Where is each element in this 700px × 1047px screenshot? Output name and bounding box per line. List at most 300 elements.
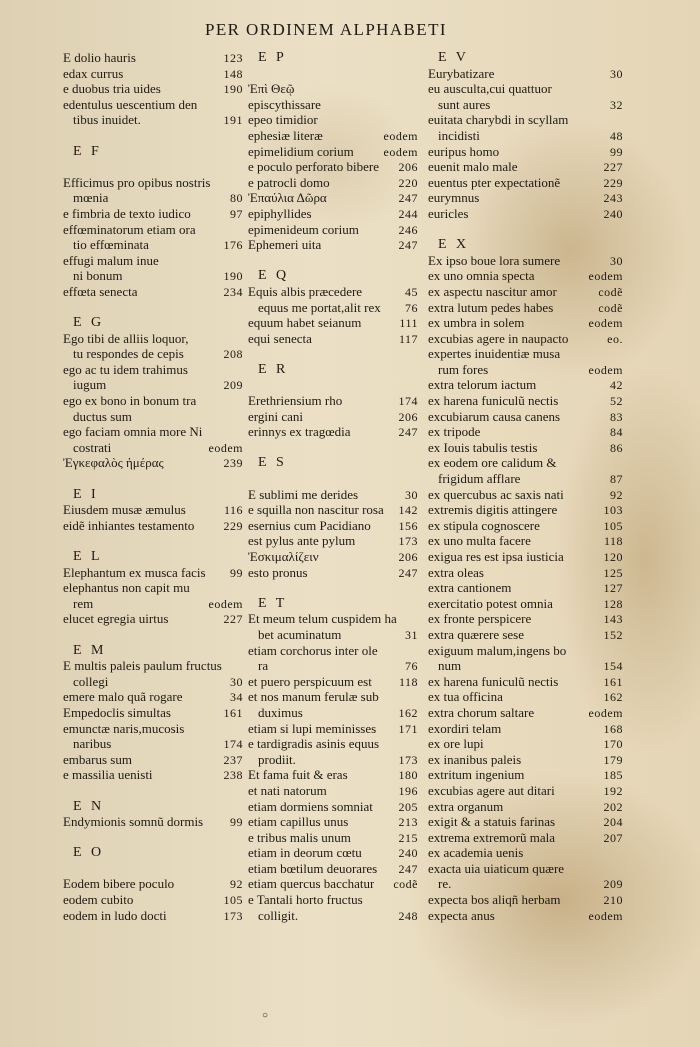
- entry-page-number: 234: [223, 284, 243, 299]
- index-entry: [428, 222, 623, 238]
- index-entry: [248, 300, 418, 316]
- section-heading: [248, 50, 418, 66]
- entry-text: E R: [258, 361, 289, 377]
- entry-text: frigidum afflare: [438, 471, 521, 487]
- entry-text: ex eodem ore calidum &: [428, 455, 557, 471]
- index-entry: [63, 377, 243, 393]
- entry-text: embarus sum: [63, 751, 132, 767]
- index-entry: [63, 362, 243, 378]
- index-entry: [248, 721, 418, 737]
- index-entry: [63, 206, 243, 222]
- index-entry: [63, 752, 243, 768]
- index-entry: [63, 596, 243, 612]
- entry-text: E I: [73, 486, 99, 502]
- entry-page-number: 142: [398, 503, 418, 518]
- entry-text: ex fronte perspicere: [428, 611, 532, 627]
- entry-text: extra lutum pedes habes: [428, 299, 554, 315]
- entry-text: ex uno multa facere: [428, 533, 531, 549]
- index-entry: [428, 830, 623, 846]
- entry-text: E G: [73, 315, 105, 331]
- index-entry: [248, 565, 418, 581]
- index-entry: [428, 908, 623, 924]
- index-entry: [248, 97, 418, 113]
- index-entry: [248, 128, 418, 144]
- entry-text: Ego tibi de alliis loquor,: [63, 330, 189, 346]
- entry-text: extritum ingenium: [428, 767, 525, 783]
- entry-page-number: 229: [603, 175, 623, 190]
- entry-page-number: 83: [610, 409, 623, 424]
- entry-page-number: 105: [223, 893, 243, 908]
- entry-text: Endymionis somnũ dormis: [63, 814, 204, 830]
- entry-text: ex ore lupi: [428, 736, 484, 752]
- entry-text: exordiri telam: [428, 720, 502, 736]
- index-entry: [428, 66, 623, 82]
- entry-page-number: 173: [398, 752, 418, 767]
- entry-text: rum fores: [438, 361, 489, 377]
- entry-text: tu respondes de cepis: [73, 346, 184, 362]
- index-entry: [63, 346, 243, 362]
- entry-text: equum habet seianum: [248, 315, 362, 331]
- entry-page-number: 162: [398, 705, 418, 720]
- entry-page-number: 239: [223, 456, 243, 471]
- index-entry: [63, 814, 243, 830]
- entry-text: ex harena funiculũ nectis: [428, 673, 559, 689]
- index-entry: [428, 300, 623, 316]
- index-entry: [63, 533, 243, 549]
- index-entry: [428, 533, 623, 549]
- entry-text: tio effœminata: [73, 237, 149, 253]
- entry-page-number: 208: [223, 347, 243, 362]
- index-entry: [248, 190, 418, 206]
- section-heading: [63, 315, 243, 331]
- entry-text: eidẽ inhiantes testamento: [63, 517, 195, 533]
- index-entry: [63, 175, 243, 191]
- entry-text: E dolio hauris: [63, 50, 136, 65]
- entry-text: ego ac tu idem trahimus: [63, 361, 188, 377]
- entry-text: E N: [73, 798, 105, 814]
- index-entry: [428, 128, 623, 144]
- index-entry: [63, 222, 243, 238]
- index-entry: [63, 128, 243, 144]
- entry-text: elucet egregia uirtus: [63, 611, 169, 627]
- entry-text: Ἐσκιμαλίζειν: [248, 549, 319, 564]
- entry-text: esto pronus: [248, 564, 308, 580]
- col-left: [63, 50, 243, 923]
- entry-page-number: 156: [398, 518, 418, 533]
- entry-page-number: 111: [399, 316, 418, 331]
- entry-page-number: 116: [223, 503, 243, 518]
- index-entry: [428, 159, 623, 175]
- index-entry: [428, 689, 623, 705]
- index-entry: [63, 440, 243, 456]
- index-entry: [248, 315, 418, 331]
- index-entry: [428, 674, 623, 690]
- index-entry: [63, 689, 243, 705]
- entry-text: sunt aures: [438, 96, 491, 112]
- entry-text: ductus sum: [73, 408, 132, 424]
- entry-page-number: 240: [603, 206, 623, 221]
- entry-page-number: 117: [398, 331, 418, 346]
- index-entry: [248, 377, 418, 393]
- entry-page-number: 92: [230, 877, 243, 892]
- index-entry: [248, 487, 418, 503]
- entry-page-number: 118: [603, 534, 623, 549]
- index-entry: [248, 393, 418, 409]
- index-entry: [63, 502, 243, 518]
- entry-page-number: 204: [603, 815, 623, 830]
- entry-page-number: 30: [230, 674, 243, 689]
- index-entry: [248, 830, 418, 846]
- index-entry: [428, 144, 623, 160]
- entry-text: colligit.: [258, 907, 299, 923]
- entry-text: ex Iouis tabulis testis: [428, 439, 538, 455]
- entry-text: E P: [258, 50, 287, 65]
- index-entry: [63, 424, 243, 440]
- entry-page-number: 185: [603, 768, 623, 783]
- entry-page-number: 196: [398, 783, 418, 798]
- entry-text: ex harena funiculũ nectis: [428, 393, 559, 409]
- index-entry: [428, 253, 623, 269]
- index-entry: [63, 159, 243, 175]
- entry-page-number: 237: [223, 752, 243, 767]
- entry-page-number: 80: [230, 191, 243, 206]
- entry-page-number: 247: [398, 425, 418, 440]
- index-entry: [63, 627, 243, 643]
- index-entry: [63, 611, 243, 627]
- entry-page-number: 87: [610, 472, 623, 487]
- entry-page-number: 247: [398, 565, 418, 580]
- entry-text: Erethriensium rho: [248, 393, 343, 409]
- index-entry: [248, 112, 418, 128]
- index-entry: [428, 814, 623, 830]
- index-entry: [248, 658, 418, 674]
- entry-page-number: 248: [398, 908, 418, 923]
- index-entry: [248, 580, 418, 596]
- entry-page-number: eodem: [208, 596, 243, 611]
- index-entry: [248, 845, 418, 861]
- entry-page-number: codẽ: [598, 284, 623, 299]
- entry-page-number: 179: [603, 752, 623, 767]
- entry-text: Eodem bibere poculo: [63, 876, 175, 892]
- entry-text: euenit malo male: [428, 159, 518, 175]
- index-entry: [248, 81, 418, 97]
- index-entry: [428, 331, 623, 347]
- index-entry: [248, 767, 418, 783]
- index-entry: [248, 549, 418, 565]
- entry-page-number: 173: [398, 534, 418, 549]
- entry-text: Et meum telum cuspidem ha: [248, 611, 397, 627]
- index-entry: [63, 300, 243, 316]
- index-entry: [63, 830, 243, 846]
- entry-page-number: 48: [610, 128, 623, 143]
- index-entry: [428, 549, 623, 565]
- entry-page-number: eodem: [588, 269, 623, 284]
- index-entry: [248, 533, 418, 549]
- entry-text: ex umbra in solem: [428, 315, 525, 331]
- entry-text: ergini cani: [248, 408, 303, 424]
- index-entry: [63, 892, 243, 908]
- index-entry: [428, 783, 623, 799]
- entry-page-number: 34: [230, 690, 243, 705]
- entry-page-number: 171: [398, 721, 418, 736]
- index-entry: [248, 175, 418, 191]
- index-entry: [428, 81, 623, 97]
- entry-text: et nati natorum: [248, 782, 327, 798]
- entry-text: tibus inuidet.: [73, 112, 141, 128]
- entry-text: e fimbria de texto iudico: [63, 205, 191, 221]
- entry-text: etiam capillus unus: [248, 814, 349, 830]
- entry-text: ego ex bono in bonum tra: [63, 393, 197, 409]
- entry-page-number: 127: [603, 581, 623, 596]
- index-entry: [428, 112, 623, 128]
- section-heading: [63, 549, 243, 565]
- index-entry: [63, 565, 243, 581]
- index-entry: [248, 689, 418, 705]
- index-entry: [63, 97, 243, 113]
- index-entry: [248, 876, 418, 892]
- entry-text: Ἐγκεφαλὸς ἡμέρας: [63, 455, 164, 471]
- entry-text: expecta anus: [428, 907, 495, 923]
- entry-text: e squilla non nascitur rosa: [248, 502, 384, 518]
- index-entry: [248, 222, 418, 238]
- index-entry: [248, 518, 418, 534]
- entry-text: episcythissare: [248, 96, 321, 112]
- entry-page-number: 30: [610, 66, 623, 81]
- index-entry: [428, 736, 623, 752]
- entry-text: E S: [258, 455, 287, 471]
- entry-text: exiguum malum,ingens bo: [428, 642, 567, 658]
- index-entry: [63, 876, 243, 892]
- section-heading: [248, 268, 418, 284]
- entry-text: etiam dormiens somniat: [248, 798, 373, 814]
- entry-page-number: 84: [610, 425, 623, 440]
- entry-page-number: 123: [223, 51, 243, 65]
- entry-text: effœta senecta: [63, 283, 138, 299]
- entry-page-number: 162: [603, 690, 623, 705]
- entry-page-number: 125: [603, 565, 623, 580]
- entry-text: ex tua officina: [428, 689, 503, 705]
- entry-page-number: 99: [230, 565, 243, 580]
- entry-text: Eiusdem musæ æmulus: [63, 502, 186, 518]
- entry-text: exigua res est ipsa iusticia: [428, 549, 564, 564]
- entry-text: exercitatio potest omnia: [428, 595, 553, 611]
- entry-page-number: 97: [230, 206, 243, 221]
- entry-text: ex uno omnia specta: [428, 268, 535, 284]
- index-entry: [428, 611, 623, 627]
- entry-text: rem: [73, 595, 94, 611]
- index-entry: [428, 627, 623, 643]
- index-entry: [428, 799, 623, 815]
- entry-text: extra telorum iactum: [428, 377, 537, 393]
- entry-text: epimelidium corium: [248, 143, 354, 159]
- entry-text: e tardigradis asinis equus: [248, 736, 380, 752]
- section-heading: [248, 455, 418, 471]
- index-entry: [248, 440, 418, 456]
- index-entry: [428, 362, 623, 378]
- entry-page-number: 173: [223, 908, 243, 923]
- entry-text: E sublimi me derides: [248, 486, 359, 502]
- entry-page-number: eodem: [588, 362, 623, 377]
- entry-text: extra chorum saltare: [428, 704, 535, 720]
- index-entry: [428, 440, 623, 456]
- index-entry: [428, 393, 623, 409]
- entry-page-number: 31: [405, 627, 418, 642]
- entry-text: effœminatorum etiam ora: [63, 221, 196, 237]
- entry-page-number: 86: [610, 440, 623, 455]
- entry-text: euripus homo: [428, 143, 500, 159]
- entry-page-number: 176: [223, 238, 243, 253]
- entry-text: collegi: [73, 673, 109, 689]
- entry-text: ex inanibus paleis: [428, 751, 522, 767]
- index-entry: [63, 861, 243, 877]
- entry-page-number: eo.: [607, 331, 623, 346]
- section-heading: [428, 237, 623, 253]
- entry-text: etiam si lupi meminisses: [248, 720, 377, 736]
- entry-page-number: 161: [603, 674, 623, 689]
- entry-text: extrema extremorũ mala: [428, 829, 556, 845]
- entry-text: Eurybatizare: [428, 65, 495, 81]
- entry-text: e Tantali horto fructus: [248, 892, 363, 908]
- entry-page-number: 215: [398, 830, 418, 845]
- entry-text: e tribus malis unum: [248, 829, 351, 845]
- entry-text: excubias agere aut ditari: [428, 782, 555, 798]
- entry-page-number: 191: [223, 113, 243, 128]
- index-entry: [428, 97, 623, 113]
- entry-text: ex aspectu nascitur amor: [428, 283, 557, 299]
- entry-text: equi senecta: [248, 330, 312, 346]
- entry-text: est pylus ante pylum: [248, 533, 356, 549]
- entry-page-number: 180: [398, 768, 418, 783]
- index-entry: [428, 346, 623, 362]
- entry-page-number: eodem: [383, 128, 418, 143]
- entry-text: etiam quercus bacchatur: [248, 876, 375, 892]
- index-entry: [428, 876, 623, 892]
- entry-text: exacta uia uiaticum quære: [428, 860, 565, 876]
- index-entry: [63, 409, 243, 425]
- index-entry: [428, 518, 623, 534]
- index-entry: [63, 190, 243, 206]
- entry-text: extremis digitis attingere: [428, 502, 558, 518]
- entry-page-number: 143: [603, 612, 623, 627]
- entry-page-number: 192: [603, 783, 623, 798]
- index-entry: [248, 736, 418, 752]
- entry-text: Elephantum ex musca facis: [63, 564, 206, 580]
- entry-page-number: eodem: [383, 144, 418, 159]
- entry-text: incidisti: [438, 127, 480, 143]
- entry-page-number: 92: [610, 487, 623, 502]
- index-entry: [428, 315, 623, 331]
- index-entry: [63, 783, 243, 799]
- entry-text: ex quercubus ac saxis nati: [428, 486, 564, 502]
- entry-text: expertes inuidentiæ musa: [428, 346, 561, 362]
- entry-page-number: 174: [398, 394, 418, 409]
- index-entry: [63, 580, 243, 596]
- index-entry: [248, 346, 418, 362]
- entry-text: num: [438, 658, 462, 674]
- entry-page-number: 45: [405, 284, 418, 299]
- entry-text: extra cantionem: [428, 580, 512, 596]
- entry-page-number: 244: [398, 206, 418, 221]
- index-entry: [63, 767, 243, 783]
- index-entry: [428, 845, 623, 861]
- entry-text: E O: [73, 845, 105, 861]
- entry-text: re.: [438, 876, 452, 892]
- index-entry: [428, 268, 623, 284]
- entry-text: esernius cum Pacidiano: [248, 517, 371, 533]
- index-entry: [428, 580, 623, 596]
- entry-text: ra: [258, 658, 269, 674]
- entry-text: Efficimus pro opibus nostris: [63, 174, 211, 190]
- entry-page-number: 148: [223, 66, 243, 81]
- entry-page-number: 207: [603, 830, 623, 845]
- entry-text: e poculo perforato bibere: [248, 159, 380, 175]
- entry-text: exigit & a statuis farinas: [428, 814, 556, 830]
- index-entry: [428, 409, 623, 425]
- entry-text: mœnia: [73, 190, 109, 206]
- entry-page-number: 30: [610, 253, 623, 268]
- index-entry: [63, 331, 243, 347]
- entry-text: E T: [258, 595, 288, 611]
- entry-text: Ἐπὶ Θεῷ: [248, 81, 295, 97]
- section-heading: [63, 144, 243, 160]
- entry-page-number: 209: [603, 877, 623, 892]
- index-entry: [248, 237, 418, 253]
- entry-text: E Q: [258, 268, 290, 284]
- index-entry: [63, 471, 243, 487]
- index-entry: [248, 253, 418, 269]
- entry-text: bet acuminatum: [258, 626, 342, 642]
- entry-text: E X: [438, 237, 470, 253]
- index-entry: [248, 502, 418, 518]
- index-entry: [428, 206, 623, 222]
- index-entry: [63, 81, 243, 97]
- entry-text: ephesiæ literæ: [248, 127, 323, 143]
- index-entry: [248, 409, 418, 425]
- index-entry: [63, 284, 243, 300]
- entry-page-number: 243: [603, 191, 623, 206]
- index-entry: [63, 455, 243, 471]
- entry-text: etiam in deorum cœtu: [248, 845, 362, 861]
- entry-page-number: 32: [610, 97, 623, 112]
- section-heading: [63, 799, 243, 815]
- entry-page-number: 209: [223, 378, 243, 393]
- entry-text: extra quærere sese: [428, 626, 525, 642]
- index-entry: [248, 627, 418, 643]
- index-entry: [428, 487, 623, 503]
- entry-page-number: codẽ: [393, 877, 418, 892]
- entry-page-number: 247: [398, 861, 418, 876]
- entry-page-number: 229: [223, 518, 243, 533]
- entry-page-number: 210: [603, 893, 623, 908]
- entry-page-number: 30: [405, 487, 418, 502]
- entry-text: ni bonum: [73, 268, 123, 284]
- entry-page-number: 190: [223, 82, 243, 97]
- index-entry: [428, 455, 623, 471]
- entry-text: epimenideum corium: [248, 221, 359, 237]
- entry-page-number: 247: [398, 238, 418, 253]
- entry-text: prodiit.: [258, 751, 296, 767]
- entry-text: eodem in ludo docti: [63, 907, 167, 923]
- index-entry: [248, 674, 418, 690]
- entry-text: ex stipula cognoscere: [428, 517, 540, 533]
- entry-text: E multis paleis paulum fructus: [63, 658, 222, 674]
- entry-page-number: 246: [398, 222, 418, 237]
- index-entry: [248, 814, 418, 830]
- index-entry: [428, 471, 623, 487]
- entry-text: extra organum: [428, 798, 504, 814]
- entry-page-number: eodem: [588, 316, 623, 331]
- col-right: [428, 50, 623, 923]
